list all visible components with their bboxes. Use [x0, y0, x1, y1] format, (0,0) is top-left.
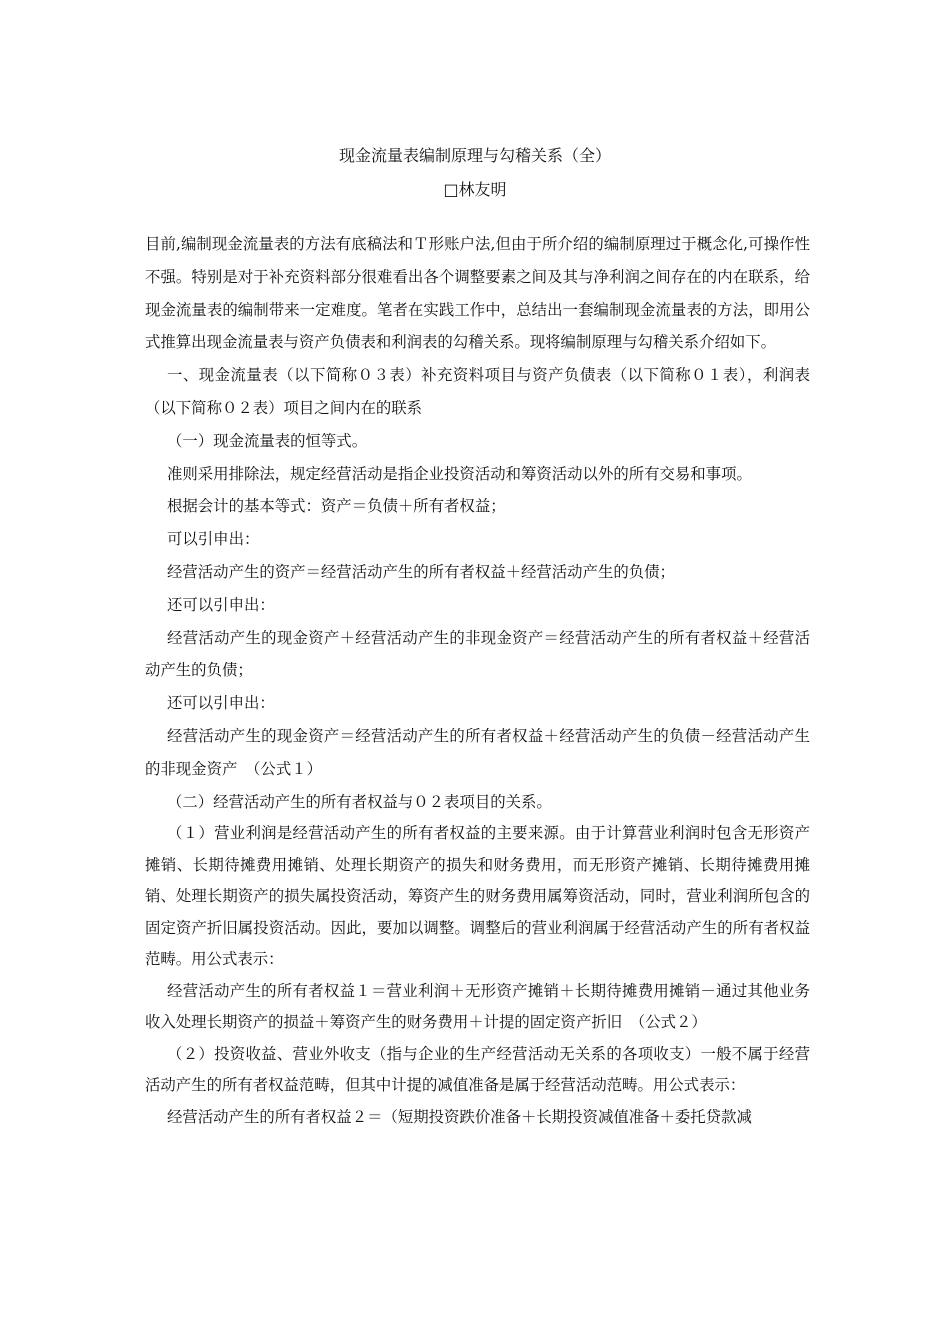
document-author: □林友明	[443, 180, 507, 199]
paragraph: 根据会计的基本等式：资产＝负债＋所有者权益；	[167, 497, 506, 516]
document-body	[145, 228, 810, 1133]
paragraph: （１）营业利润是经营活动产生的所有者权益的主要来源。由于计算营业利润时包含无形资产摊销、长期待摊费用摊销、处理长期资产的损失和财务费用，而无形资产摊销、长期待摊费用摊销、处理长期资产的损失属投资活动，筹资产生的财务费用属筹资活动，同时，营业利润所包含的固定资产折旧属投资活动。因此，要加以调整。调整后的营业利润属于经营活动产生的所有者权益范畴。用公式表示：	[145, 824, 810, 969]
paragraph: （２）投资收益、营业外收支（指与企业的生产经营活动无关系的各项收支）一般不属于经营活动产生的所有者权益范畴，但其中计提的减值准备是属于经营活动范畴。用公式表示：	[145, 1044, 810, 1095]
paragraph: 还可以引申出：	[167, 694, 275, 713]
paragraph-subheading: （二）经营活动产生的所有者权益与０２表项目的关系。	[167, 792, 552, 811]
paragraph: 还可以引申出：	[167, 595, 275, 614]
paragraph: 经营活动产生的现金资产＋经营活动产生的非现金资产＝经营活动产生的所有者权益＋经营活动产生的负债；	[145, 628, 810, 680]
paragraph-section-heading: 一、现金流量表（以下简称０３表）补充资料项目与资产负债表（以下简称０１表），利润表（以下简称０２表）项目之间内在的联系	[145, 366, 810, 417]
paragraph-subheading: （一）现金流量表的恒等式。	[167, 431, 368, 450]
paragraph-formula-3: 经营活动产生的所有者权益２＝（短期投资跌价准备＋长期投资减值准备＋委托贷款减	[167, 1107, 752, 1126]
paragraph-intro: 目前,编制现金流量表的方法有底稿法和Ｔ形账户法,但由于所介绍的编制原理过于概念化,可操作性不强。特别是对于补充资料部分很难看出各个调整要素之间及其与净利润之间存在的内在联系，给现金流量表的编制带来一定难度。笔者在实践工作中，总结出一套编制现金流量表的方法，即用公式推算出现金流量表与资产负债表和利润表的勾稽关系。现将编制原理与勾稽关系介绍如下。	[145, 235, 810, 352]
paragraph: 准则采用排除法，规定经营活动是指企业投资活动和筹资活动以外的所有交易和事项。	[167, 464, 752, 483]
document-title: 现金流量表编制原理与勾稽关系（全）	[338, 146, 611, 165]
paragraph: 可以引申出：	[167, 530, 260, 549]
paragraph-formula-2: 经营活动产生的所有者权益１＝营业利润＋无形资产摊销＋长期待摊费用摊销－通过其他业务收入处理长期资产的损益＋筹资产生的财务费用＋计提的固定资产折旧 （公式２）	[145, 981, 810, 1032]
paragraph: 经营活动产生的资产＝经营活动产生的所有者权益＋经营活动产生的负债；	[167, 562, 675, 581]
paragraph-formula-1: 经营活动产生的现金资产＝经营活动产生的所有者权益＋经营活动产生的负债－经营活动产生的非现金资产 （公式１）	[145, 726, 810, 778]
